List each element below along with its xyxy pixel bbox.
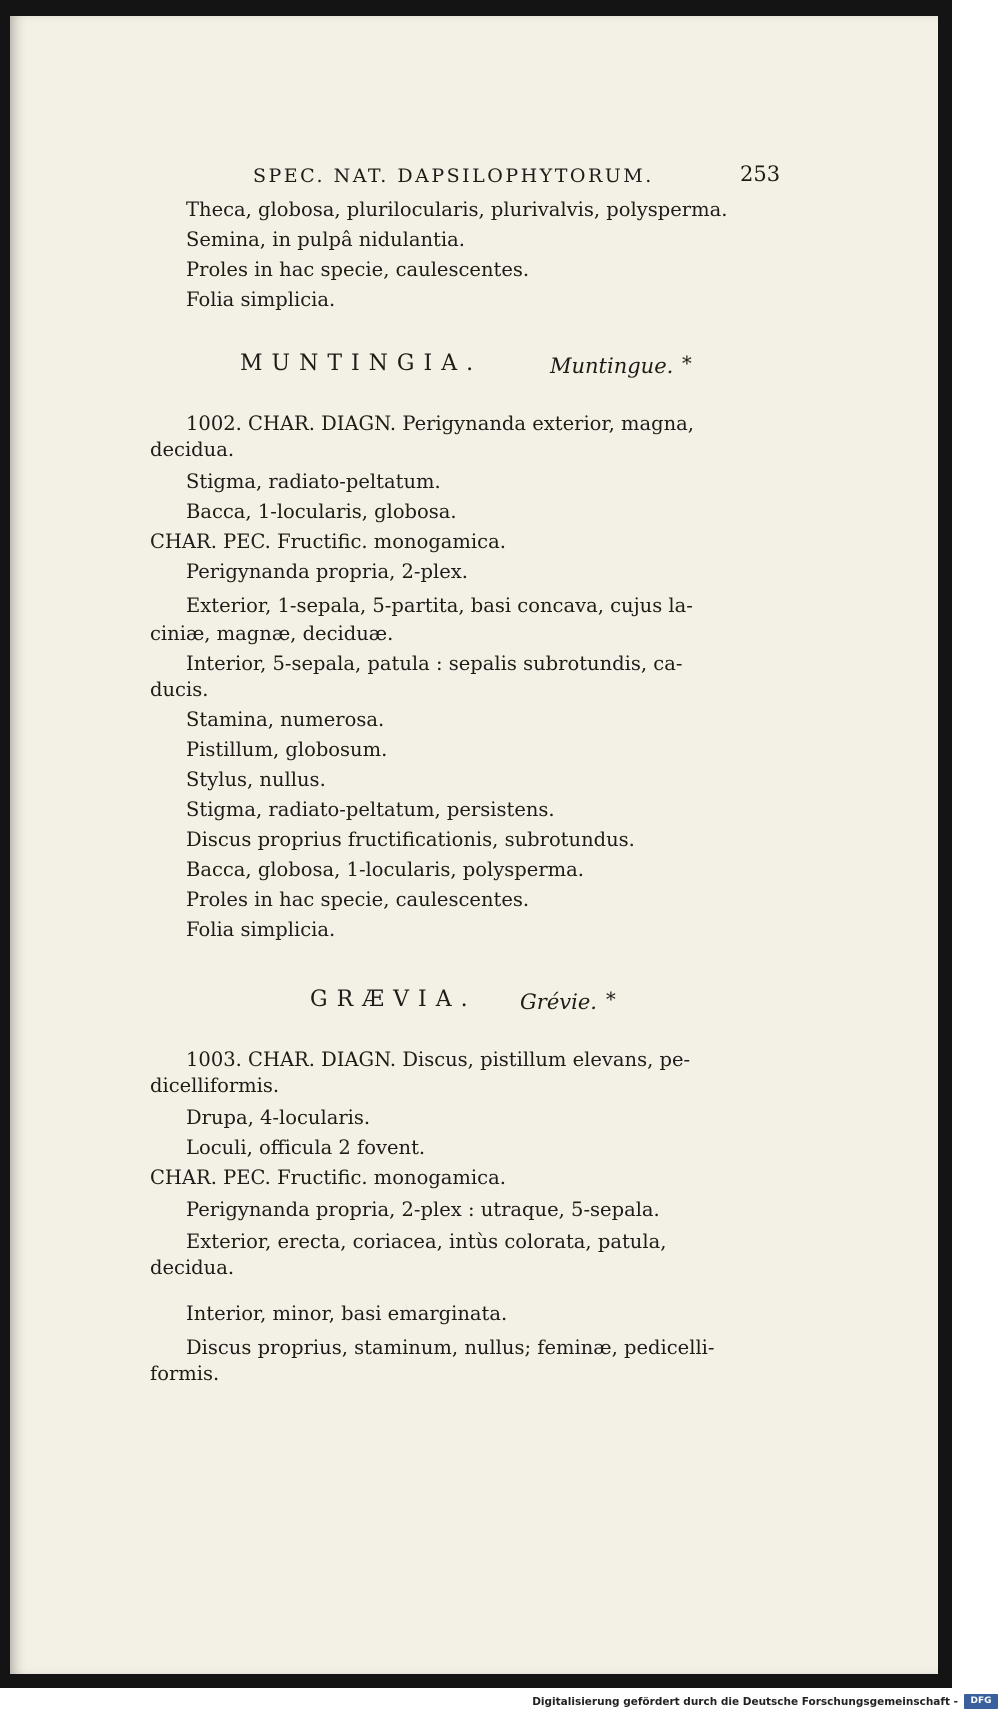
text-line: CHAR. PEC. Fructific. monogamica. [150,1166,506,1189]
text-line: Proles in hac specie, caulescentes. [186,888,530,911]
text-line: Drupa, 4-locularis. [186,1106,371,1129]
text-line: Stigma, radiato-peltatum. [186,470,441,493]
text-line: Folia simplicia. [186,918,336,941]
text-line: ducis. [150,678,209,701]
text-line: ciniæ, magnæ, deciduæ. [150,622,394,645]
text-line: Bacca, globosa, 1-locularis, polysperma. [186,858,584,881]
text-line: Pistillum, globosum. [186,738,388,761]
genus-french-name: Grévie. [520,990,597,1014]
genus-heading: MUNTINGIA. [240,351,483,376]
text-line: decidua. [150,438,235,461]
asterisk-mark: * [606,988,616,1011]
dfg-logo: DFG [964,1694,998,1709]
text-line: Discus proprius fructificationis, subrotundus. [186,828,635,851]
funding-credit: Digitalisierung gefördert durch die Deutsche Forschungsgemeinschaft - [532,1696,958,1708]
text-line: Exterior, 1-sepala, 5-partita, basi concava, cujus la- [186,594,693,617]
text-line: CHAR. PEC. Fructific. monogamica. [150,530,506,553]
text-line: Perigynanda propria, 2-plex. [186,560,468,583]
asterisk-mark: * [682,352,692,375]
text-line: Bacca, 1-locularis, globosa. [186,500,457,523]
text-line: 1002. CHAR. DIAGN. Perigynanda exterior, magna, [186,412,694,435]
text-line: Theca, globosa, plurilocularis, plurivalvis, polysperma. [186,198,728,221]
text-line: dicelliformis. [150,1074,280,1097]
text-line: Stylus, nullus. [186,768,326,791]
text-line: formis. [150,1362,220,1385]
text-line: Interior, 5-sepala, patula : sepalis subrotundis, ca- [186,652,683,675]
text-line: Discus proprius, staminum, nullus; feminæ, pedicelli- [186,1336,715,1359]
genus-french-name: Muntingue. [550,354,674,378]
book-page [10,16,938,1674]
text-line: Proles in hac specie, caulescentes. [186,258,530,281]
text-line: Stigma, radiato-peltatum, persistens. [186,798,555,821]
page-number: 253 [740,162,781,186]
page-text [10,16,938,1674]
text-line: Folia simplicia. [186,288,336,311]
text-line: Perigynanda propria, 2-plex : utraque, 5-sepala. [186,1198,660,1221]
text-line: Loculi, officula 2 fovent. [186,1136,426,1159]
text-line: Exterior, erecta, coriacea, intùs colorata, patula, [186,1230,667,1253]
running-title: SPEC. NAT. DAPSILOPHYTORUM. [253,165,654,187]
text-line: Interior, minor, basi emarginata. [186,1302,508,1325]
text-line: Stamina, numerosa. [186,708,385,731]
text-line: decidua. [150,1256,235,1279]
text-line: 1003. CHAR. DIAGN. Discus, pistillum elevans, pe- [186,1048,691,1071]
genus-heading: GRÆVIA. [310,987,477,1012]
text-line: Semina, in pulpâ nidulantia. [186,228,465,251]
